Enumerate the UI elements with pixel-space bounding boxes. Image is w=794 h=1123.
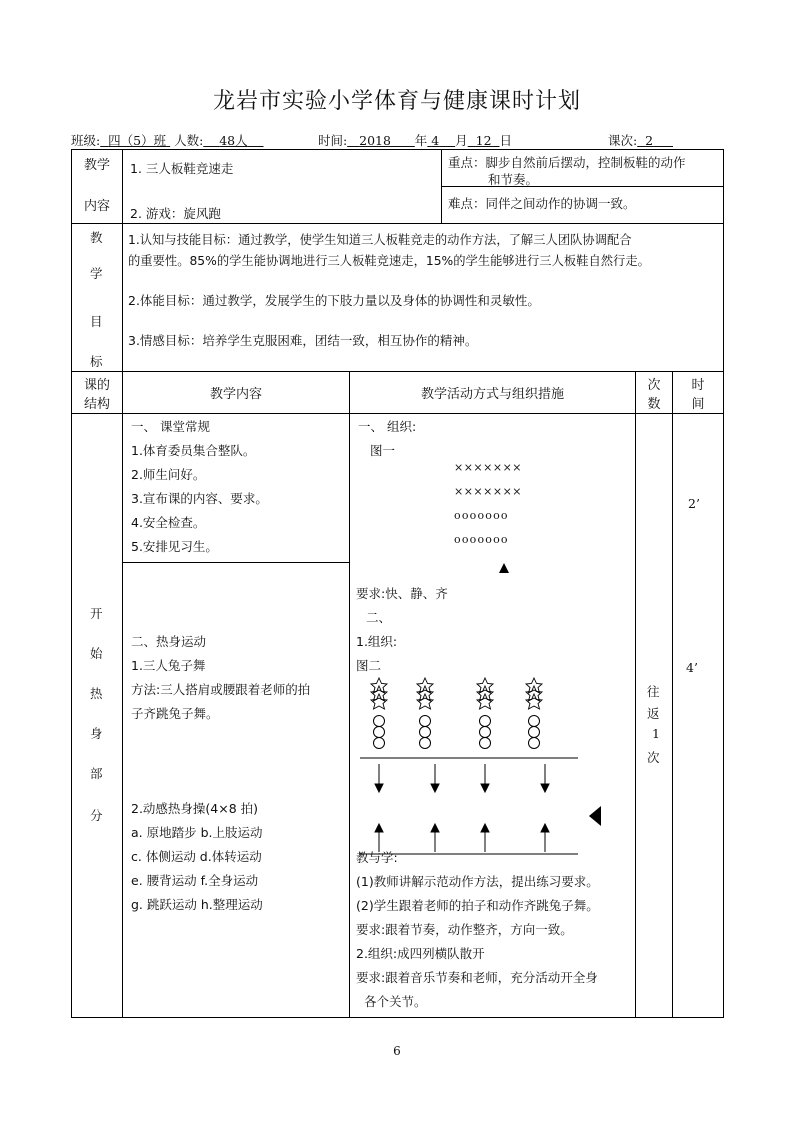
section-label-cell: [72, 414, 123, 1018]
class-value: 四（5）班: [108, 133, 167, 148]
figure-2-diagram: [350, 676, 636, 856]
teach-step-1: (1)教师讲解示范动作方法，提出练习要求。: [356, 874, 599, 889]
header-structure: [72, 372, 123, 414]
star-group: [371, 678, 542, 709]
circle-group: [374, 716, 540, 749]
content-item-1: 1. 三人板鞋竞速走: [130, 161, 234, 176]
part2-move-1: a. 原地踏步 b.上肢运动: [131, 825, 263, 840]
times-char-4: 次: [647, 750, 660, 765]
goals-label-1: 教: [90, 230, 103, 245]
goals-label-3: 目: [90, 314, 103, 329]
section-label-2: 始: [90, 646, 103, 661]
part1-divider: [123, 562, 349, 563]
teach-step-2: (2)学生跟着老师的拍子和动作齐跳兔子舞。: [356, 898, 599, 913]
goals-label-2: 学: [90, 266, 103, 281]
header-duration-2: 间: [691, 397, 705, 412]
goals-cell: [123, 224, 724, 372]
part2-move-2: c. 体侧运动 d.体转运动: [131, 849, 262, 864]
header-content: [123, 372, 350, 414]
part1-item-3: 3.宣布课的内容、要求。: [131, 491, 268, 506]
lesson-info: [71, 131, 264, 149]
key-point-box: [442, 150, 723, 187]
key-point-cont: 和节奏。: [488, 172, 539, 187]
header-structure-2: 结构: [83, 397, 110, 412]
formation-row-x-1: ×××××××: [454, 461, 523, 474]
star-column-1: [371, 678, 387, 709]
lesson-value: 2: [645, 133, 654, 148]
teacher-triangle-icon: [498, 562, 510, 574]
org-3: 2.组织:成四列横队散开: [356, 946, 485, 961]
content-label-cell: [72, 150, 123, 224]
duration-2: 4’: [686, 660, 698, 675]
star-column-3: [477, 678, 493, 709]
duration-1: 2’: [688, 496, 700, 511]
duration-cell: [673, 414, 724, 1018]
requirement-3-line-1: 要求:跟着音乐节奏和老师，充分活动开全身: [356, 970, 598, 985]
section-label-3: 热: [90, 686, 103, 701]
part2-method-1: 方法:三人搭肩或腰跟着老师的拍: [131, 682, 311, 697]
difficulty: 难点：同伴之间动作的协调一致。: [448, 196, 636, 211]
org-2: 1.组织:: [356, 634, 398, 649]
part2-move-3: e. 腰背运动 f.全身运动: [131, 873, 259, 888]
day-unit: 日: [499, 133, 512, 148]
part2-item-2: 2.动感热身操(4×8 拍): [131, 801, 259, 816]
figure-2-label: 图二: [356, 658, 382, 673]
month-unit: 月: [455, 133, 468, 148]
star-column-4: [526, 678, 542, 709]
part2-method-2: 子齐跳兔子舞。: [131, 706, 219, 721]
times-char-3: 1: [652, 726, 660, 741]
time-label: 时间:: [318, 133, 348, 148]
goal-1-line-1: 1.认知与技能目标：通过教学，使学生知道三人板鞋竞走的动作方法，了解三人团队协调配合: [128, 233, 632, 247]
keypoints-cell: [442, 150, 724, 224]
requirement-1: 要求:快、静、齐: [356, 586, 448, 601]
star-column-2: [417, 678, 433, 709]
teach-learn-title: 教与学:: [356, 850, 398, 865]
lesson-plan-table: [71, 149, 724, 1018]
activities-cell: [350, 414, 636, 1018]
org-1: 一、 组织:: [358, 419, 417, 434]
section-label-1: 开: [90, 606, 103, 621]
section-label-5: 部: [90, 766, 103, 781]
part2-item-1: 1.三人兔子舞: [131, 658, 206, 673]
section-label-4: 身: [90, 726, 103, 741]
header-activities: [350, 372, 636, 414]
content-item-2: 2. 游戏：旋风跑: [130, 206, 221, 221]
header-activities-text: 教学活动方式与组织措施: [420, 387, 564, 402]
teacher-left-triangle-icon: [589, 806, 601, 826]
up-arrows: [375, 824, 549, 852]
figure-1-label: 图一: [370, 443, 396, 458]
times-char-1: 往: [647, 684, 660, 699]
requirement-2: 要求:跟着节奏，动作整齐，方向一致。: [356, 922, 573, 937]
goal-2: 2.体能目标：通过教学，发展学生的下肢力量以及身体的协调性和灵敏性。: [128, 293, 540, 308]
header-duration: [673, 372, 724, 414]
year-value: 2018: [359, 133, 391, 148]
part2-title: 二、热身运动: [131, 634, 207, 649]
times-char-2: 返: [647, 706, 660, 721]
formation-row-x-2: ×××××××: [454, 485, 523, 498]
year-unit: 年: [414, 133, 428, 148]
header-content-text: 教学内容: [209, 387, 262, 402]
goal-3: 3.情感目标：培养学生克服困难，团结一致，相互协作的精神。: [128, 333, 478, 348]
requirement-3-line-2: 各个关节。: [364, 994, 427, 1009]
content-items-cell: [123, 150, 442, 224]
part1-item-5: 5.安排见习生。: [131, 539, 218, 554]
header-times: [636, 372, 673, 414]
lesson-number-info: [608, 131, 673, 149]
count-label: 人数:: [174, 133, 204, 148]
formation-row-o-2: ooooooo: [454, 533, 509, 546]
formation-row-o-1: ooooooo: [454, 509, 509, 522]
day-value: 12: [475, 133, 492, 148]
part1-item-2: 2.师生问好。: [131, 467, 206, 482]
section-content-cell: [123, 414, 350, 1018]
part1-item-4: 4.安全检查。: [131, 515, 206, 530]
header-times-2: 数: [647, 397, 661, 412]
section-label-6: 分: [90, 808, 103, 823]
goals-label-cell: [72, 224, 123, 372]
times-cell: [636, 414, 673, 1018]
content-label-top: 教学: [83, 158, 110, 173]
header-times-1: 次: [647, 378, 661, 393]
goals-label-4: 标: [90, 354, 103, 369]
part2-move-4: g. 跳跃运动 h.整理运动: [131, 897, 263, 912]
header-structure-1: 课的: [83, 378, 110, 393]
count-value: 48人: [219, 133, 248, 148]
time-info: [318, 131, 512, 149]
class-label: 班级:: [71, 133, 101, 148]
content-label-bottom: 内容: [83, 199, 110, 214]
part1-title: 一、 课堂常规: [131, 419, 210, 434]
page-title: 龙岩市实验小学体育与健康课时计划: [212, 89, 581, 114]
down-arrows: [375, 764, 549, 792]
key-point: 重点：脚步自然前后摆动，控制板鞋的动作: [448, 155, 686, 170]
month-value: 4: [431, 133, 440, 148]
header-duration-1: 时: [691, 378, 705, 393]
goal-1-line-2: 的重要性。85%的学生能协调地进行三人板鞋竞速走，15%的学生能够进行三人板鞋自然行走。: [128, 254, 650, 268]
lesson-label: 课次:: [608, 133, 638, 148]
part1-item-1: 1.体育委员集合整队。: [131, 443, 256, 458]
page-number: 6: [393, 1044, 401, 1058]
part-2-label: 二、: [366, 610, 392, 625]
